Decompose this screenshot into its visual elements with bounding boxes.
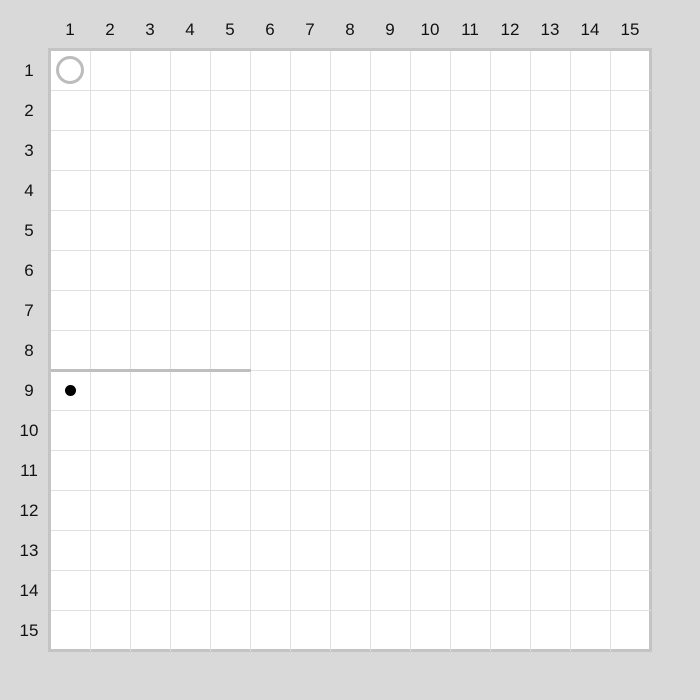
grid-cell[interactable] bbox=[291, 171, 331, 211]
grid-cell[interactable] bbox=[51, 531, 91, 571]
grid-cell[interactable] bbox=[131, 571, 171, 611]
grid-cell[interactable] bbox=[371, 411, 411, 451]
grid-cell[interactable] bbox=[371, 531, 411, 571]
grid-cell[interactable] bbox=[451, 331, 491, 371]
grid-cell[interactable] bbox=[451, 251, 491, 291]
grid-cell[interactable] bbox=[211, 171, 251, 211]
grid-cell[interactable] bbox=[571, 251, 611, 291]
grid-cell[interactable] bbox=[91, 491, 131, 531]
grid-cell[interactable] bbox=[171, 91, 211, 131]
column-label: 10 bbox=[420, 20, 440, 39]
grid-cell[interactable] bbox=[211, 331, 251, 371]
grid-cell[interactable] bbox=[211, 411, 251, 451]
grid-cell[interactable] bbox=[531, 451, 571, 491]
row-label: 6 bbox=[24, 261, 34, 280]
grid-cell[interactable] bbox=[51, 611, 91, 651]
column-label: 4 bbox=[185, 20, 195, 39]
grid-cell[interactable] bbox=[51, 371, 91, 411]
grid-cell[interactable] bbox=[51, 411, 91, 451]
grid-cell[interactable] bbox=[331, 251, 371, 291]
grid-cell[interactable] bbox=[291, 331, 331, 371]
grid-cell[interactable] bbox=[531, 291, 571, 331]
grid-cell[interactable] bbox=[291, 611, 331, 651]
grid-cell[interactable] bbox=[451, 171, 491, 211]
grid-cell[interactable] bbox=[331, 51, 371, 91]
grid-cell[interactable] bbox=[531, 131, 571, 171]
grid-cell[interactable] bbox=[491, 211, 531, 251]
column-label: 5 bbox=[225, 20, 235, 39]
grid-cell[interactable] bbox=[571, 331, 611, 371]
grid-cell[interactable] bbox=[171, 211, 211, 251]
grid-cell[interactable] bbox=[411, 611, 451, 651]
column-label: 8 bbox=[345, 20, 355, 39]
grid-cell[interactable] bbox=[531, 371, 571, 411]
grid-cell[interactable] bbox=[331, 611, 371, 651]
grid-cell[interactable] bbox=[291, 51, 331, 91]
grid-cell[interactable] bbox=[371, 611, 411, 651]
grid-cell[interactable] bbox=[611, 491, 651, 531]
grid-cell[interactable] bbox=[451, 451, 491, 491]
column-label: 11 bbox=[461, 20, 479, 39]
row-label: 12 bbox=[19, 501, 39, 520]
grid-cell[interactable] bbox=[91, 371, 131, 411]
grid-cell[interactable] bbox=[251, 131, 291, 171]
grid-cell[interactable] bbox=[411, 451, 451, 491]
grid-cell[interactable] bbox=[211, 571, 251, 611]
grid-cell[interactable] bbox=[51, 451, 91, 491]
grid-cell[interactable] bbox=[371, 451, 411, 491]
grid-cell[interactable] bbox=[171, 571, 211, 611]
grid-cell[interactable] bbox=[91, 91, 131, 131]
grid-cell[interactable] bbox=[211, 91, 251, 131]
grid-cell[interactable] bbox=[291, 291, 331, 331]
grid-cell[interactable] bbox=[411, 491, 451, 531]
grid-cell[interactable] bbox=[291, 251, 331, 291]
grid-cell[interactable] bbox=[491, 291, 531, 331]
grid-cell[interactable] bbox=[211, 131, 251, 171]
grid-cell[interactable] bbox=[371, 251, 411, 291]
grid-cell[interactable] bbox=[331, 211, 371, 251]
grid-cell[interactable] bbox=[91, 331, 131, 371]
grid-cell[interactable] bbox=[91, 531, 131, 571]
grid-cell[interactable] bbox=[91, 51, 131, 91]
grid-cell[interactable] bbox=[291, 531, 331, 571]
grid-cell[interactable] bbox=[131, 411, 171, 451]
grid-cell[interactable] bbox=[171, 451, 211, 491]
grid-cell[interactable] bbox=[251, 411, 291, 451]
grid-cell[interactable] bbox=[611, 51, 651, 91]
grid-cell[interactable] bbox=[51, 211, 91, 251]
grid-cell[interactable] bbox=[411, 371, 451, 411]
grid-cell[interactable] bbox=[331, 291, 371, 331]
grid-cell[interactable] bbox=[411, 331, 451, 371]
grid-cell[interactable] bbox=[571, 411, 611, 451]
grid-cell[interactable] bbox=[211, 251, 251, 291]
grid-cell[interactable] bbox=[411, 171, 451, 211]
grid-cell[interactable] bbox=[451, 491, 491, 531]
grid-cell[interactable] bbox=[371, 91, 411, 131]
grid-cell[interactable] bbox=[331, 91, 371, 131]
grid-cell[interactable] bbox=[411, 411, 451, 451]
grid-cell[interactable] bbox=[251, 451, 291, 491]
grid-cell[interactable] bbox=[291, 131, 331, 171]
grid-cell[interactable] bbox=[331, 331, 371, 371]
grid-cell[interactable] bbox=[91, 211, 131, 251]
grid-cell[interactable] bbox=[491, 611, 531, 651]
column-label: 9 bbox=[385, 20, 395, 39]
grid-cell[interactable] bbox=[291, 491, 331, 531]
grid-cell[interactable] bbox=[571, 571, 611, 611]
grid-cell[interactable] bbox=[51, 291, 91, 331]
grid-cell[interactable] bbox=[411, 531, 451, 571]
grid-cell[interactable] bbox=[611, 251, 651, 291]
grid-cell[interactable] bbox=[611, 291, 651, 331]
grid-cell[interactable] bbox=[91, 571, 131, 611]
grid bbox=[48, 48, 652, 652]
grid-cell[interactable] bbox=[611, 571, 651, 611]
grid-cell[interactable] bbox=[91, 171, 131, 211]
grid-cell[interactable] bbox=[571, 491, 611, 531]
column-label: 7 bbox=[305, 20, 315, 39]
row-label: 13 bbox=[19, 541, 39, 560]
grid-cell[interactable] bbox=[131, 371, 171, 411]
grid-cell[interactable] bbox=[451, 211, 491, 251]
row-label: 11 bbox=[20, 461, 38, 480]
grid-cell[interactable] bbox=[131, 171, 171, 211]
grid-cell[interactable] bbox=[331, 371, 371, 411]
grid-cell[interactable] bbox=[451, 531, 491, 571]
grid-cell[interactable] bbox=[171, 371, 211, 411]
grid-cell[interactable] bbox=[611, 531, 651, 571]
grid-cell[interactable] bbox=[371, 571, 411, 611]
grid-cell[interactable] bbox=[51, 91, 91, 131]
column-label: 14 bbox=[580, 20, 600, 39]
grid-cell[interactable] bbox=[251, 531, 291, 571]
grid-cell[interactable] bbox=[411, 571, 451, 611]
grid-cell[interactable] bbox=[531, 491, 571, 531]
grid-cell[interactable] bbox=[371, 131, 411, 171]
row-label: 3 bbox=[24, 141, 34, 160]
grid-cell[interactable] bbox=[571, 451, 611, 491]
grid-cell[interactable] bbox=[371, 331, 411, 371]
grid-cell[interactable] bbox=[451, 51, 491, 91]
grid-cell[interactable] bbox=[491, 171, 531, 211]
grid-cell[interactable] bbox=[411, 131, 451, 171]
grid-cell[interactable] bbox=[571, 211, 611, 251]
grid-cell[interactable] bbox=[171, 171, 211, 211]
row-label: 4 bbox=[24, 181, 34, 200]
grid-cell[interactable] bbox=[211, 51, 251, 91]
grid-cell[interactable] bbox=[451, 131, 491, 171]
grid-cell[interactable] bbox=[491, 371, 531, 411]
grid-cell[interactable] bbox=[531, 611, 571, 651]
grid-cell[interactable] bbox=[251, 571, 291, 611]
row-label: 1 bbox=[24, 61, 34, 80]
row-label: 5 bbox=[24, 221, 34, 240]
grid-cell[interactable] bbox=[251, 371, 291, 411]
grid-cell[interactable] bbox=[371, 51, 411, 91]
grid-cell[interactable] bbox=[571, 91, 611, 131]
grid-cell[interactable] bbox=[331, 131, 371, 171]
grid-cell[interactable] bbox=[491, 91, 531, 131]
grid-cell[interactable] bbox=[91, 411, 131, 451]
grid-cell[interactable] bbox=[571, 131, 611, 171]
grid-cell[interactable] bbox=[91, 611, 131, 651]
grid-cell[interactable] bbox=[411, 291, 451, 331]
grid-cell[interactable] bbox=[531, 51, 571, 91]
grid-cell[interactable] bbox=[51, 131, 91, 171]
column-label: 1 bbox=[65, 20, 75, 39]
column-label: 3 bbox=[145, 20, 155, 39]
row-label: 9 bbox=[24, 381, 34, 400]
grid-cell[interactable] bbox=[211, 491, 251, 531]
grid-cell[interactable] bbox=[51, 331, 91, 371]
grid-cell[interactable] bbox=[331, 171, 371, 211]
grid-cell[interactable] bbox=[91, 451, 131, 491]
grid-cell[interactable] bbox=[291, 211, 331, 251]
grid-cell[interactable] bbox=[251, 611, 291, 651]
grid-cell[interactable] bbox=[491, 571, 531, 611]
grid-cell[interactable] bbox=[371, 371, 411, 411]
grid-cell[interactable] bbox=[171, 251, 211, 291]
grid-cell[interactable] bbox=[491, 531, 531, 571]
grid-cell[interactable] bbox=[491, 491, 531, 531]
grid-cell[interactable] bbox=[531, 211, 571, 251]
row-label: 15 bbox=[19, 621, 39, 640]
grid-cell[interactable] bbox=[291, 411, 331, 451]
grid-cell[interactable] bbox=[531, 251, 571, 291]
grid-cell[interactable] bbox=[211, 611, 251, 651]
grid-cell[interactable] bbox=[611, 451, 651, 491]
grid-cell[interactable] bbox=[291, 451, 331, 491]
column-label: 12 bbox=[500, 20, 520, 39]
grid-cell[interactable] bbox=[171, 531, 211, 571]
column-label: 15 bbox=[620, 20, 640, 39]
grid-cell[interactable] bbox=[611, 131, 651, 171]
column-label: 6 bbox=[265, 20, 275, 39]
grid-cell[interactable] bbox=[131, 331, 171, 371]
grid-cell[interactable] bbox=[171, 411, 211, 451]
grid-cell[interactable] bbox=[331, 531, 371, 571]
grid-cell[interactable] bbox=[171, 131, 211, 171]
grid-cell[interactable] bbox=[51, 571, 91, 611]
grid-cell[interactable] bbox=[411, 211, 451, 251]
grid-cell[interactable] bbox=[571, 611, 611, 651]
grid-cell[interactable] bbox=[331, 571, 371, 611]
grid-cell[interactable] bbox=[491, 411, 531, 451]
grid-cell[interactable] bbox=[131, 91, 171, 131]
row-label: 14 bbox=[19, 581, 39, 600]
grid-cell[interactable] bbox=[411, 91, 451, 131]
grid-cell[interactable] bbox=[571, 51, 611, 91]
grid-cell[interactable] bbox=[251, 331, 291, 371]
grid-cell[interactable] bbox=[611, 411, 651, 451]
grid-cell[interactable] bbox=[571, 171, 611, 211]
row-label: 7 bbox=[24, 301, 34, 320]
grid-cell[interactable] bbox=[51, 171, 91, 211]
grid-cell[interactable] bbox=[611, 171, 651, 211]
grid-cell[interactable] bbox=[491, 131, 531, 171]
grid-cell[interactable] bbox=[171, 611, 211, 651]
grid-cell[interactable] bbox=[611, 211, 651, 251]
row-label: 8 bbox=[24, 341, 34, 360]
grid-cell[interactable] bbox=[451, 371, 491, 411]
grid-cell[interactable] bbox=[411, 51, 451, 91]
grid-cell[interactable] bbox=[131, 451, 171, 491]
grid-cell[interactable] bbox=[251, 211, 291, 251]
grid-cell[interactable] bbox=[371, 291, 411, 331]
grid-cell[interactable] bbox=[131, 251, 171, 291]
grid-cell[interactable] bbox=[571, 371, 611, 411]
grid-cell[interactable] bbox=[491, 331, 531, 371]
grid-cell[interactable] bbox=[411, 251, 451, 291]
grid-cell[interactable] bbox=[331, 491, 371, 531]
grid-cell[interactable] bbox=[211, 371, 251, 411]
grid-cell[interactable] bbox=[91, 291, 131, 331]
wall-segment bbox=[51, 369, 251, 372]
grid-cell[interactable] bbox=[531, 91, 571, 131]
column-label: 13 bbox=[540, 20, 560, 39]
grid-cell[interactable] bbox=[531, 531, 571, 571]
grid-cell[interactable] bbox=[251, 171, 291, 211]
grid-cell[interactable] bbox=[171, 491, 211, 531]
grid-cell[interactable] bbox=[131, 491, 171, 531]
grid-cell[interactable] bbox=[51, 251, 91, 291]
grid-cell[interactable] bbox=[251, 251, 291, 291]
grid-cell[interactable] bbox=[331, 411, 371, 451]
grid-cell[interactable] bbox=[51, 51, 91, 91]
grid-cell[interactable] bbox=[611, 371, 651, 411]
grid-cell[interactable] bbox=[131, 131, 171, 171]
grid-cell[interactable] bbox=[451, 291, 491, 331]
grid-cell[interactable] bbox=[531, 571, 571, 611]
grid-cell[interactable] bbox=[131, 531, 171, 571]
grid-cell[interactable] bbox=[131, 211, 171, 251]
grid-cell[interactable] bbox=[371, 211, 411, 251]
grid-cell[interactable] bbox=[131, 291, 171, 331]
grid-cell[interactable] bbox=[291, 91, 331, 131]
grid-cell[interactable] bbox=[451, 411, 491, 451]
grid-cell[interactable] bbox=[611, 611, 651, 651]
grid-cell[interactable] bbox=[211, 211, 251, 251]
grid-cell[interactable] bbox=[491, 251, 531, 291]
row-label: 2 bbox=[24, 101, 34, 120]
row-label: 10 bbox=[19, 421, 39, 440]
grid-cell[interactable] bbox=[491, 451, 531, 491]
grid-cell[interactable] bbox=[491, 51, 531, 91]
grid-cell[interactable] bbox=[131, 51, 171, 91]
grid-cell[interactable] bbox=[91, 251, 131, 291]
grid-cell[interactable] bbox=[211, 531, 251, 571]
grid-cell[interactable] bbox=[251, 51, 291, 91]
grid-cell[interactable] bbox=[531, 171, 571, 211]
grid-cell[interactable] bbox=[371, 171, 411, 211]
grid-cell[interactable] bbox=[291, 571, 331, 611]
grid-cell[interactable] bbox=[131, 611, 171, 651]
grid-cell[interactable] bbox=[331, 451, 371, 491]
grid-cell[interactable] bbox=[211, 451, 251, 491]
grid-cell[interactable] bbox=[51, 491, 91, 531]
grid-cell[interactable] bbox=[251, 491, 291, 531]
grid-cell[interactable] bbox=[251, 91, 291, 131]
grid-cell[interactable] bbox=[451, 91, 491, 131]
grid-cell[interactable] bbox=[171, 51, 211, 91]
grid-cell[interactable] bbox=[611, 91, 651, 131]
grid-cell[interactable] bbox=[571, 291, 611, 331]
grid-cell[interactable] bbox=[211, 291, 251, 331]
grid-cell[interactable] bbox=[451, 571, 491, 611]
grid-cell[interactable] bbox=[451, 611, 491, 651]
grid-cell[interactable] bbox=[371, 491, 411, 531]
grid-cell[interactable] bbox=[171, 331, 211, 371]
column-label: 2 bbox=[105, 20, 115, 39]
grid-cell[interactable] bbox=[571, 531, 611, 571]
grid-cell[interactable] bbox=[91, 131, 131, 171]
grid-cell[interactable] bbox=[531, 411, 571, 451]
grid-cell[interactable] bbox=[291, 371, 331, 411]
grid-cell[interactable] bbox=[531, 331, 571, 371]
grid-cell[interactable] bbox=[611, 331, 651, 371]
grid-cell[interactable] bbox=[171, 291, 211, 331]
grid-cell[interactable] bbox=[251, 291, 291, 331]
